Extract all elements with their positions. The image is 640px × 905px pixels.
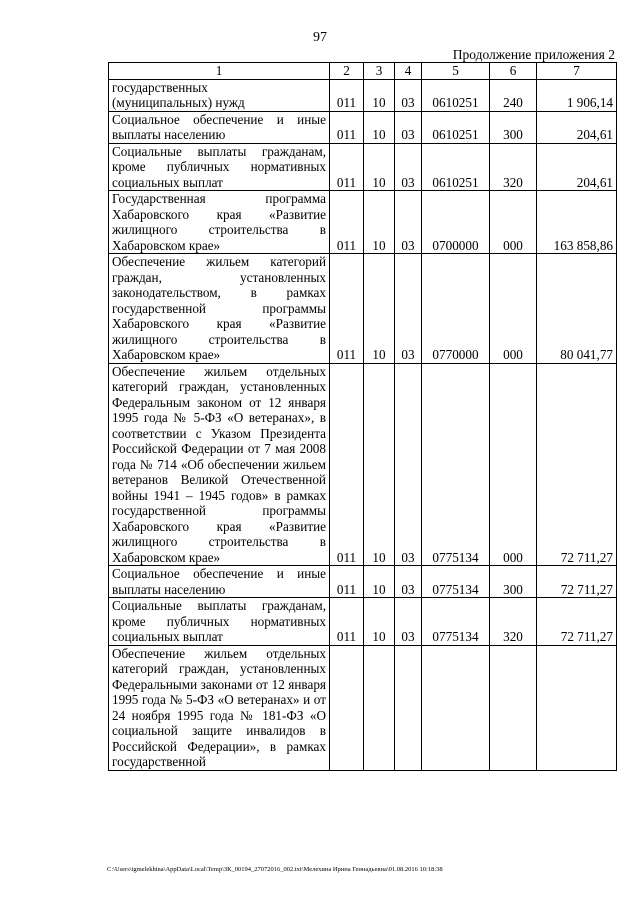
row-name: Социальные выплаты гражданам, кроме публичных нормативных социальных выплат — [109, 598, 330, 646]
row-name: Обеспечение жильем категорий граждан, установленных законодательством, в рамках государственной программы Хабаровского края «Развитие жилищного строительства в Хабаровском крае» — [109, 254, 330, 364]
page-number: 97 — [313, 30, 327, 45]
row-name: государственных (муниципальных) нужд — [109, 79, 330, 111]
cell-target-article: 0610251 — [422, 79, 490, 111]
table-row — [109, 191, 617, 254]
cell-amount: 72 711,27 — [537, 598, 617, 646]
table-row — [109, 143, 617, 191]
cell-amount: 1 906,14 — [537, 79, 617, 111]
budget-table — [108, 62, 617, 771]
column-header: 3 — [364, 63, 395, 80]
cell-expense-type: 320 — [490, 598, 537, 646]
cell-target-article: 0775134 — [422, 598, 490, 646]
row-name: Социальные выплаты гражданам, кроме публичных нормативных социальных выплат — [109, 143, 330, 191]
cell-podrazdel: 03 — [395, 363, 422, 566]
row-name: Обеспечение жильем отдельных категорий граждан, установленных Федеральными законами от 12 января 1995 года № 5-ФЗ «О ветеранах» и от 24 ноября 1995 года № 181-ФЗ «О социальной защите инвалидов в Российской Федерации», в рамках государственной — [109, 645, 330, 770]
cell-expense-type: 000 — [490, 254, 537, 364]
table-row — [109, 363, 617, 566]
cell-expense-type: 300 — [490, 566, 537, 598]
row-name: Социальное обеспечение и иные выплаты населению — [109, 111, 330, 143]
table-row — [109, 645, 617, 770]
row-name: Обеспечение жильем отдельных категорий граждан, установленных Федеральным законом от 12 января 1995 года № 5-ФЗ «О ветеранах», в соответствии с Указом Президента Российской Федерации от 7 мая 2008 года № 714 «Об обеспечении жильем ветеранов Великой Отечественной войны 1941 – 1945 годов» в рамках государственной программы Хабаровского края «Развитие жилищного строительства в Хабаровском крае» — [109, 363, 330, 566]
cell-glava: 011 — [330, 79, 364, 111]
footer-file-path: C:\Users\tgmelekhina\AppData\Local\Temp\ЗК_00194_27072016_002.txt\Мелехина Ирина Геннадьевна\01.08.2016 10:18:38 — [107, 866, 443, 873]
cell-expense-type: 000 — [490, 191, 537, 254]
cell-glava — [330, 645, 364, 770]
cell-expense-type: 240 — [490, 79, 537, 111]
table-row — [109, 79, 617, 111]
cell-expense-type: 320 — [490, 143, 537, 191]
cell-amount — [537, 645, 617, 770]
cell-razdel: 10 — [364, 143, 395, 191]
table-row — [109, 254, 617, 364]
cell-razdel: 10 — [364, 111, 395, 143]
cell-amount: 204,61 — [537, 143, 617, 191]
cell-podrazdel: 03 — [395, 143, 422, 191]
row-name: Государственная программа Хабаровского края «Развитие жилищного строительства в Хабаровском крае» — [109, 191, 330, 254]
cell-razdel: 10 — [364, 79, 395, 111]
cell-target-article: 0775134 — [422, 566, 490, 598]
cell-glava: 011 — [330, 143, 364, 191]
column-header: 4 — [395, 63, 422, 80]
table-row — [109, 111, 617, 143]
cell-glava: 011 — [330, 363, 364, 566]
column-header: 1 — [109, 63, 330, 80]
column-header: 6 — [490, 63, 537, 80]
table-row — [109, 598, 617, 646]
cell-podrazdel — [395, 645, 422, 770]
cell-amount: 72 711,27 — [537, 363, 617, 566]
cell-amount: 80 041,77 — [537, 254, 617, 364]
column-header: 5 — [422, 63, 490, 80]
table-header-row — [109, 63, 617, 80]
cell-target-article: 0775134 — [422, 363, 490, 566]
cell-amount: 72 711,27 — [537, 566, 617, 598]
cell-glava: 011 — [330, 566, 364, 598]
cell-glava: 011 — [330, 598, 364, 646]
cell-podrazdel: 03 — [395, 111, 422, 143]
table-row — [109, 566, 617, 598]
cell-target-article: 0700000 — [422, 191, 490, 254]
cell-podrazdel: 03 — [395, 254, 422, 364]
continuation-label: Продолжение приложения 2 — [452, 47, 615, 62]
cell-razdel: 10 — [364, 191, 395, 254]
cell-expense-type: 300 — [490, 111, 537, 143]
column-header: 7 — [537, 63, 617, 80]
cell-podrazdel: 03 — [395, 191, 422, 254]
cell-target-article: 0770000 — [422, 254, 490, 364]
cell-amount: 163 858,86 — [537, 191, 617, 254]
column-header: 2 — [330, 63, 364, 80]
cell-razdel: 10 — [364, 598, 395, 646]
cell-glava: 011 — [330, 254, 364, 364]
cell-podrazdel: 03 — [395, 598, 422, 646]
cell-podrazdel: 03 — [395, 79, 422, 111]
cell-podrazdel: 03 — [395, 566, 422, 598]
cell-target-article: 0610251 — [422, 111, 490, 143]
cell-razdel: 10 — [364, 566, 395, 598]
cell-target-article: 0610251 — [422, 143, 490, 191]
cell-razdel: 10 — [364, 363, 395, 566]
cell-glava: 011 — [330, 111, 364, 143]
cell-glava: 011 — [330, 191, 364, 254]
cell-razdel — [364, 645, 395, 770]
cell-target-article — [422, 645, 490, 770]
cell-expense-type — [490, 645, 537, 770]
cell-amount: 204,61 — [537, 111, 617, 143]
cell-expense-type: 000 — [490, 363, 537, 566]
cell-razdel: 10 — [364, 254, 395, 364]
row-name: Социальное обеспечение и иные выплаты населению — [109, 566, 330, 598]
